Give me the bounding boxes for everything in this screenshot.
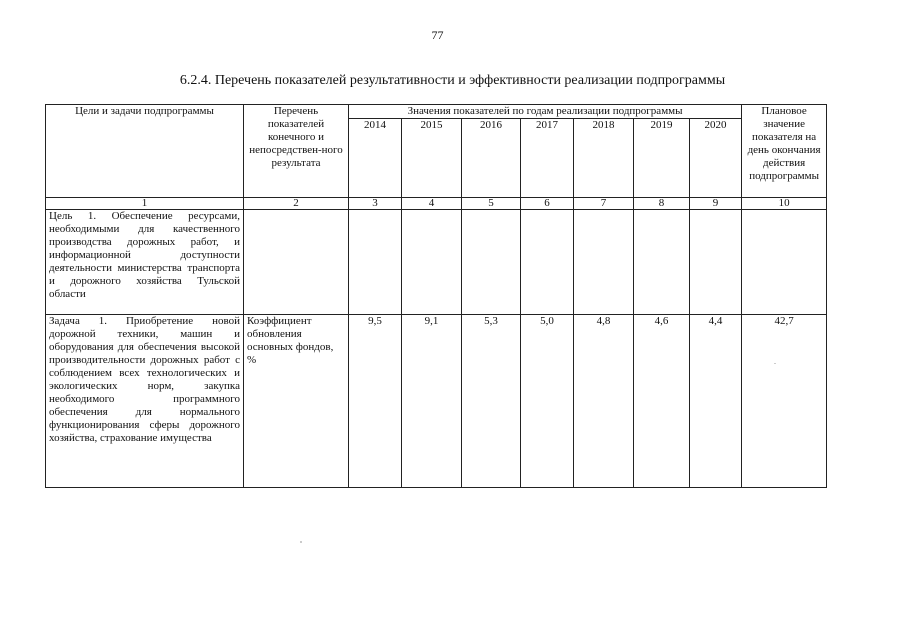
indicators-table <box>45 104 827 488</box>
year-2014: 2014 <box>349 119 402 198</box>
column-number: 1 <box>46 198 244 210</box>
year-2020: 2020 <box>690 119 742 198</box>
column-number: 2 <box>244 198 349 210</box>
column-number: 4 <box>402 198 462 210</box>
column-number: 10 <box>742 198 827 210</box>
task-text: Задача 1. Приобретение новой дорожной техники, машин и оборудования для обеспечения высокой производительности дорожных работ с соблюдением всех технологических и экологических норм, закупка необходимого программного обеспечения для нормального функционирования сферы дорожного хозяйства, страхование имущества <box>46 315 244 488</box>
column-number: 3 <box>349 198 402 210</box>
year-2016: 2016 <box>462 119 521 198</box>
value-2015: 9,1 <box>402 315 462 488</box>
value-2016: 5,3 <box>462 315 521 488</box>
goal-row <box>46 210 827 315</box>
section-title: 6.2.4. Перечень показателей результативности и эффективности реализации подпрограммы <box>179 73 726 88</box>
column-number: 6 <box>521 198 574 210</box>
scan-speck <box>300 541 302 543</box>
header-planned: Плановое значение показателя на день окончания действия подпрограммы <box>742 105 827 198</box>
column-number: 5 <box>462 198 521 210</box>
header-row <box>46 105 827 119</box>
page-number: 77 <box>431 28 444 42</box>
year-2017: 2017 <box>521 119 574 198</box>
value-2018: 4,8 <box>574 315 634 488</box>
header-indicators: Перечень показателей конечного и непосредствен-ного результата <box>244 105 349 198</box>
value-2019: 4,6 <box>634 315 690 488</box>
year-2019: 2019 <box>634 119 690 198</box>
header-goals: Цели и задачи подпрограммы <box>46 105 244 198</box>
task-row <box>46 315 827 488</box>
column-number: 9 <box>690 198 742 210</box>
year-2018: 2018 <box>574 119 634 198</box>
header-values-group: Значения показателей по годам реализации подпрограммы <box>349 105 742 119</box>
value-2020: 4,4 <box>690 315 742 488</box>
column-number: 8 <box>634 198 690 210</box>
indicator-name: Коэффициент обновления основных фондов, % <box>244 315 349 488</box>
planned-value: 42,7 <box>742 315 827 488</box>
year-2015: 2015 <box>402 119 462 198</box>
column-number-row <box>46 198 827 210</box>
scan-speck <box>774 363 776 364</box>
value-2014: 9,5 <box>349 315 402 488</box>
value-2017: 5,0 <box>521 315 574 488</box>
column-number: 7 <box>574 198 634 210</box>
goal-text: Цель 1. Обеспечение ресурсами, необходимыми для качественного производства дорожных работ, и информационной доступности деятельности министерства транспорта и дорожного хозяйства Тульской области <box>46 210 244 315</box>
